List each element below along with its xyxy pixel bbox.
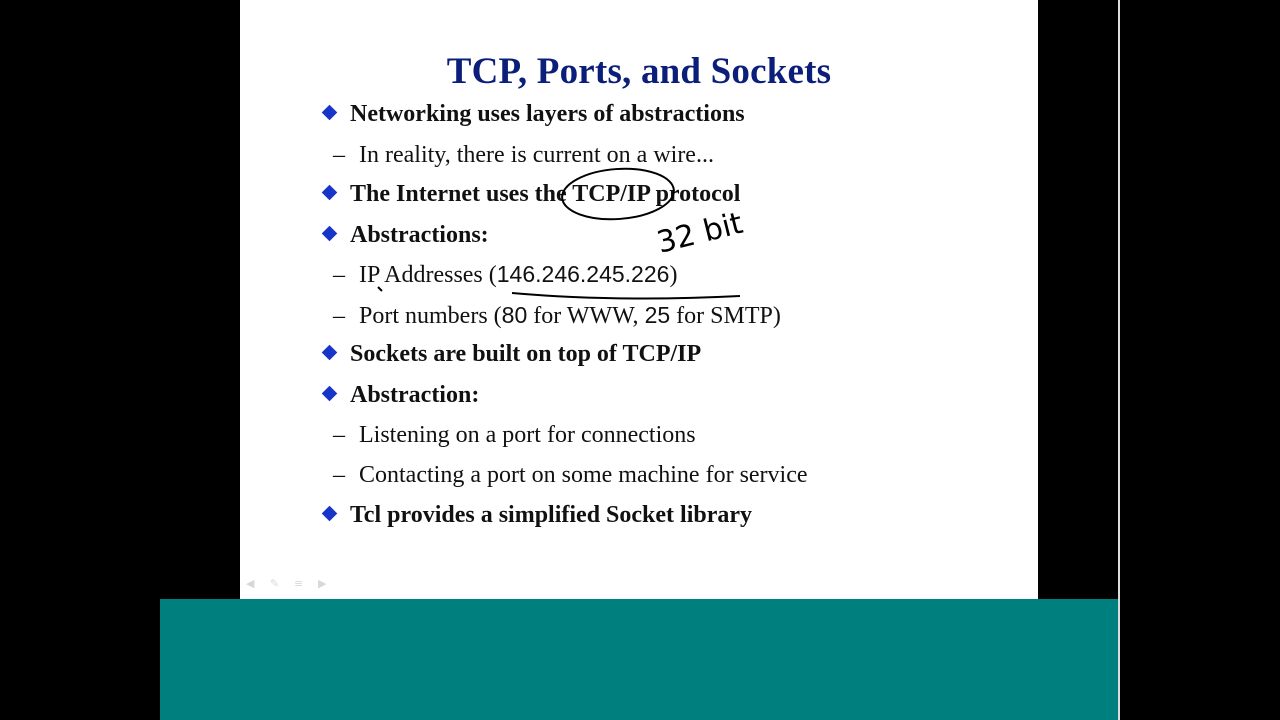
diamond-bullet-icon (322, 105, 338, 121)
bullet-text: Abstraction: (350, 382, 480, 408)
diamond-bullet-icon (322, 226, 338, 242)
ip-address-value: 146.246.245.226 (496, 261, 670, 287)
bullet-text: Networking uses layers of abstractions (350, 101, 745, 127)
menu-icon[interactable]: ≡ (294, 577, 304, 590)
bullet-text: Tcl provides a simplified Socket library (350, 502, 753, 528)
bullet-item (324, 500, 752, 530)
forward-arrow-icon[interactable]: ▶ (318, 577, 327, 590)
bullet-item (324, 220, 489, 250)
sub-item (333, 420, 696, 450)
slide-title: TCP, Ports, and Sockets (446, 51, 832, 92)
bullet-text: Abstractions: (350, 222, 489, 248)
dash-marker: – (333, 462, 345, 488)
sub-item-text: for SMTP) (670, 303, 781, 329)
dash-marker: – (333, 422, 345, 448)
dash-marker: – (333, 303, 345, 329)
dash-marker: – (333, 142, 345, 168)
bullet-text: The Internet uses the (350, 181, 567, 207)
tcp-ip-highlight: TCP/IP (572, 181, 650, 207)
footer-bar (160, 599, 1118, 720)
sub-item-text: Contacting a port on some machine for service (359, 462, 808, 488)
bullet-text: protocol (655, 181, 741, 207)
ink-annotation-32-bit: 32 bit (653, 205, 747, 261)
window-edge (1118, 0, 1120, 720)
bullet-item (324, 339, 701, 369)
sub-item-text: ) (669, 262, 678, 288)
diamond-bullet-icon (322, 506, 338, 522)
sub-item-text: Port numbers ( (359, 303, 502, 329)
sub-item (333, 140, 714, 170)
port-number-smtp: 25 (644, 302, 671, 328)
sub-item (333, 259, 677, 290)
bullet-item (324, 99, 745, 129)
dash-marker: – (333, 262, 345, 288)
sub-item-text: In reality, there is current on a wire... (359, 142, 714, 168)
bullet-item (324, 179, 740, 209)
pen-icon[interactable]: ✎ (270, 577, 280, 590)
sub-item (333, 300, 781, 331)
ink-underline-ip-address (512, 293, 740, 298)
diamond-bullet-icon (322, 386, 338, 402)
slide-nav-controls[interactable] (246, 575, 342, 593)
sub-item-text: IP Addresses ( (359, 262, 497, 288)
diamond-bullet-icon (322, 345, 338, 361)
slide (240, 0, 1038, 600)
bullet-item (324, 380, 479, 410)
back-arrow-icon[interactable]: ◀ (246, 577, 255, 590)
port-number-www: 80 (501, 302, 528, 328)
sub-item-text: Listening on a port for connections (359, 422, 696, 448)
diamond-bullet-icon (322, 185, 338, 201)
bullet-text: Sockets are built on top of TCP/IP (350, 341, 702, 367)
sub-item-text: for WWW, (527, 303, 645, 329)
sub-item (333, 460, 808, 490)
